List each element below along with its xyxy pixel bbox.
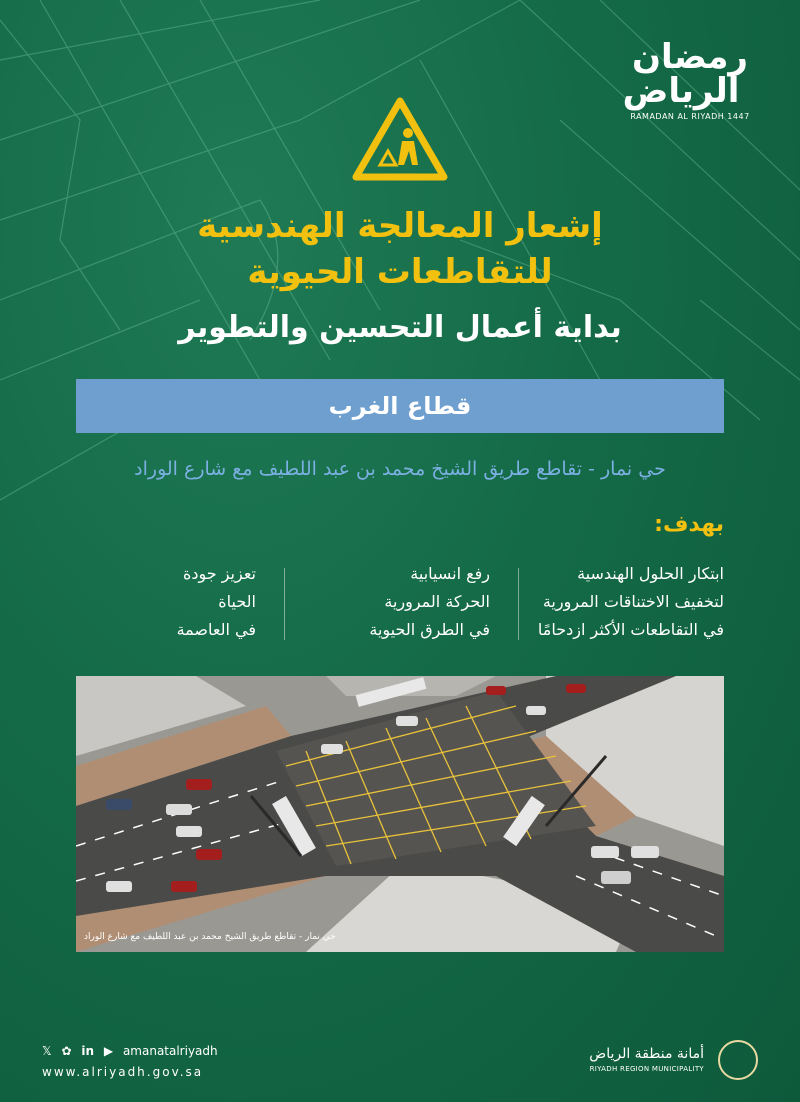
column-divider: [518, 568, 519, 640]
goal-label: بهدف:: [654, 512, 724, 537]
goal-text: تعزيز جودة: [182, 564, 256, 583]
website-link[interactable]: www.alriyadh.gov.sa: [42, 1065, 204, 1079]
location-text: حي نمار - تقاطع طريق الشيخ محمد بن عبد اللطيف مع شارع الوراد: [134, 458, 666, 480]
goal-text: رفع انسيابية: [410, 564, 490, 583]
municipality-name-ar: أمانة منطقة الرياض: [589, 1046, 704, 1062]
goal-text: الحياة: [218, 592, 256, 611]
intersection-rendering: [76, 676, 724, 952]
goal-text: في العاصمة: [176, 620, 256, 639]
municipality-name: [589, 1046, 704, 1073]
social-handle[interactable]: amanatalriyadh: [122, 1044, 218, 1058]
youtube-icon[interactable]: ▶: [103, 1044, 114, 1058]
sector-banner: قطاع الغرب: [76, 379, 724, 433]
goal-column-2: [290, 560, 490, 644]
goal-column-3: [56, 560, 256, 644]
title-line-3: بداية أعمال التحسين والتطوير: [178, 310, 622, 345]
ramadan-riyadh-logo: [620, 37, 760, 121]
goal-text: لتخفيف الاختناقات المرورية: [542, 592, 724, 611]
image-caption: حي نمار - تقاطع طريق الشيخ محمد بن عبد اللطيف مع شارع الوراد: [84, 932, 336, 942]
logo-line-1: رمضان: [632, 37, 748, 77]
logo-line-2: الرياض: [622, 71, 740, 111]
x-icon[interactable]: 𝕏: [42, 1044, 52, 1058]
road-work-warning-icon: [350, 95, 450, 185]
goal-text: الحركة المرورية: [384, 592, 490, 611]
linkedin-icon[interactable]: in: [81, 1044, 95, 1058]
logo-subtitle: RAMADAN AL RIYADH 1447: [630, 112, 750, 121]
goal-text: في الطرق الحيوية: [369, 620, 490, 639]
social-links: [42, 1044, 224, 1058]
municipality-seal-icon: [718, 1040, 758, 1080]
title-line-2: للتقاطعات الحيوية: [247, 252, 553, 292]
column-divider: [284, 568, 285, 640]
snapchat-icon[interactable]: ✿: [61, 1044, 72, 1058]
title-line-1: إشعار المعالجة الهندسية: [197, 206, 603, 246]
goal-text: ابتكار الحلول الهندسية: [577, 564, 724, 583]
municipality-name-en: RIYADH REGION MUNICIPALITY: [589, 1065, 704, 1073]
goal-text: في التقاطعات الأكثر ازدحامًا: [537, 620, 724, 639]
goal-column-1: [524, 560, 724, 644]
